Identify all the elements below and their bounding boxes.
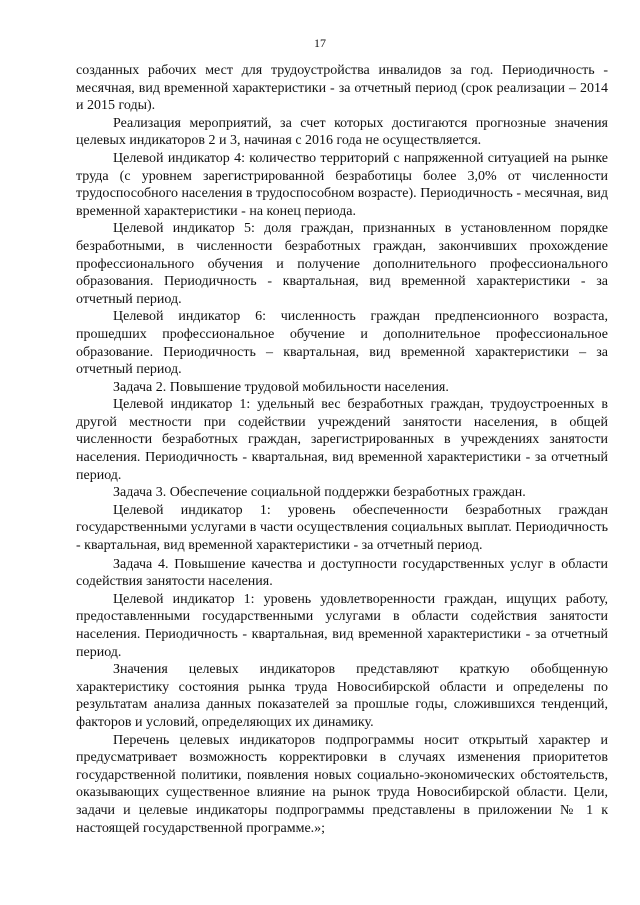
paragraph-indicator-values: Значения целевых индикаторов представляют краткую обобщенную характеристику состояния рынка труда Новосибирской области и определены по результатам анализа данных показателей за прошлые годы, сложившихся тенденций, факторов и условий, определяющих их динамику.: [76, 662, 608, 730]
paragraph-task-2-indicator-1: Целевой индикатор 1: удельный вес безработных граждан, трудоустроенных в другой местности при содействии учреждений занятости населения, в общей численности безработных граждан, зарегистрированных в учреждениях занятости населения. Периодичность - квартальная, вид временной характеристики - за отчетный период.: [76, 397, 608, 483]
document-body: [76, 62, 608, 837]
paragraph-task-2: Задача 2. Повышение трудовой мобильности населения.: [113, 379, 449, 395]
paragraph-implementation: Реализация мероприятий, за счет которых достигаются прогнозные значения целевых индикаторов 2 и 3, начиная с 2016 года не осуществляется.: [76, 115, 608, 149]
paragraph-indicator-6: Целевой индикатор 6: численность граждан предпенсионного возраста, прошедших профессиональное обучение и дополнительное профессиональное образование. Периодичность – квартальная, вид временной характеристики – за отчетный период.: [76, 309, 608, 378]
page-number: 17: [314, 36, 326, 50]
paragraph-task-4: Задача 4. Повышение качества и доступности государственных услуг в области содействия занятости населения.: [76, 556, 608, 590]
paragraph-task-4-indicator-1: Целевой индикатор 1: уровень удовлетворенности граждан, ищущих работу, предоставленными государственными услугами в области содействия занятости населения. Периодичность - квартальная, вид временной характеристики - за отчетный период.: [76, 591, 608, 660]
paragraph-indicator-5: Целевой индикатор 5: доля граждан, признанных в установленном порядке безработными, в численности безработных граждан, закончивших прохождение профессионального обучения и получение дополнительного профессионального образования. Периодичность - квартальная, вид временной характеристики - за отчетный период.: [76, 221, 608, 307]
paragraph-task-3: Задача 3. Обеспечение социальной поддержки безработных граждан.: [113, 485, 526, 501]
paragraph-indicator-4: Целевой индикатор 4: количество территорий с напряженной ситуацией на рынке труда (с уровнем зарегистрированной безработицы более 3,0% от численности трудоспособного населения в трудоспособном возрасте). Периодичность - месячная, вид временной характеристики - на конец периода.: [76, 150, 608, 219]
paragraph-indicator-list: Перечень целевых индикаторов подпрограммы носит открытый характер и предусматривает возможность корректировки в случаях изменения приоритетов государственной политики, появления новых социально-экономических обстоятельств, оказывающих существенное влияние на рынок труда Новосибирской области. Цели, задачи и целевые индикаторы подпрограммы представлены в приложении № 1 к настоящей государственной программе.»;: [76, 732, 608, 836]
paragraph-continuation: созданных рабочих мест для трудоустройства инвалидов за год. Периодичность - месячная, вид временной характеристики - за отчетный период (срок реализации – 2014 и 2015 годы).: [76, 63, 608, 114]
paragraph-task-3-indicator-1: Целевой индикатор 1: уровень обеспеченности безработных граждан государственными услугами в части осуществления социальных выплат. Периодичность - квартальная, вид временной характеристики - за отчетный период.: [76, 502, 608, 554]
